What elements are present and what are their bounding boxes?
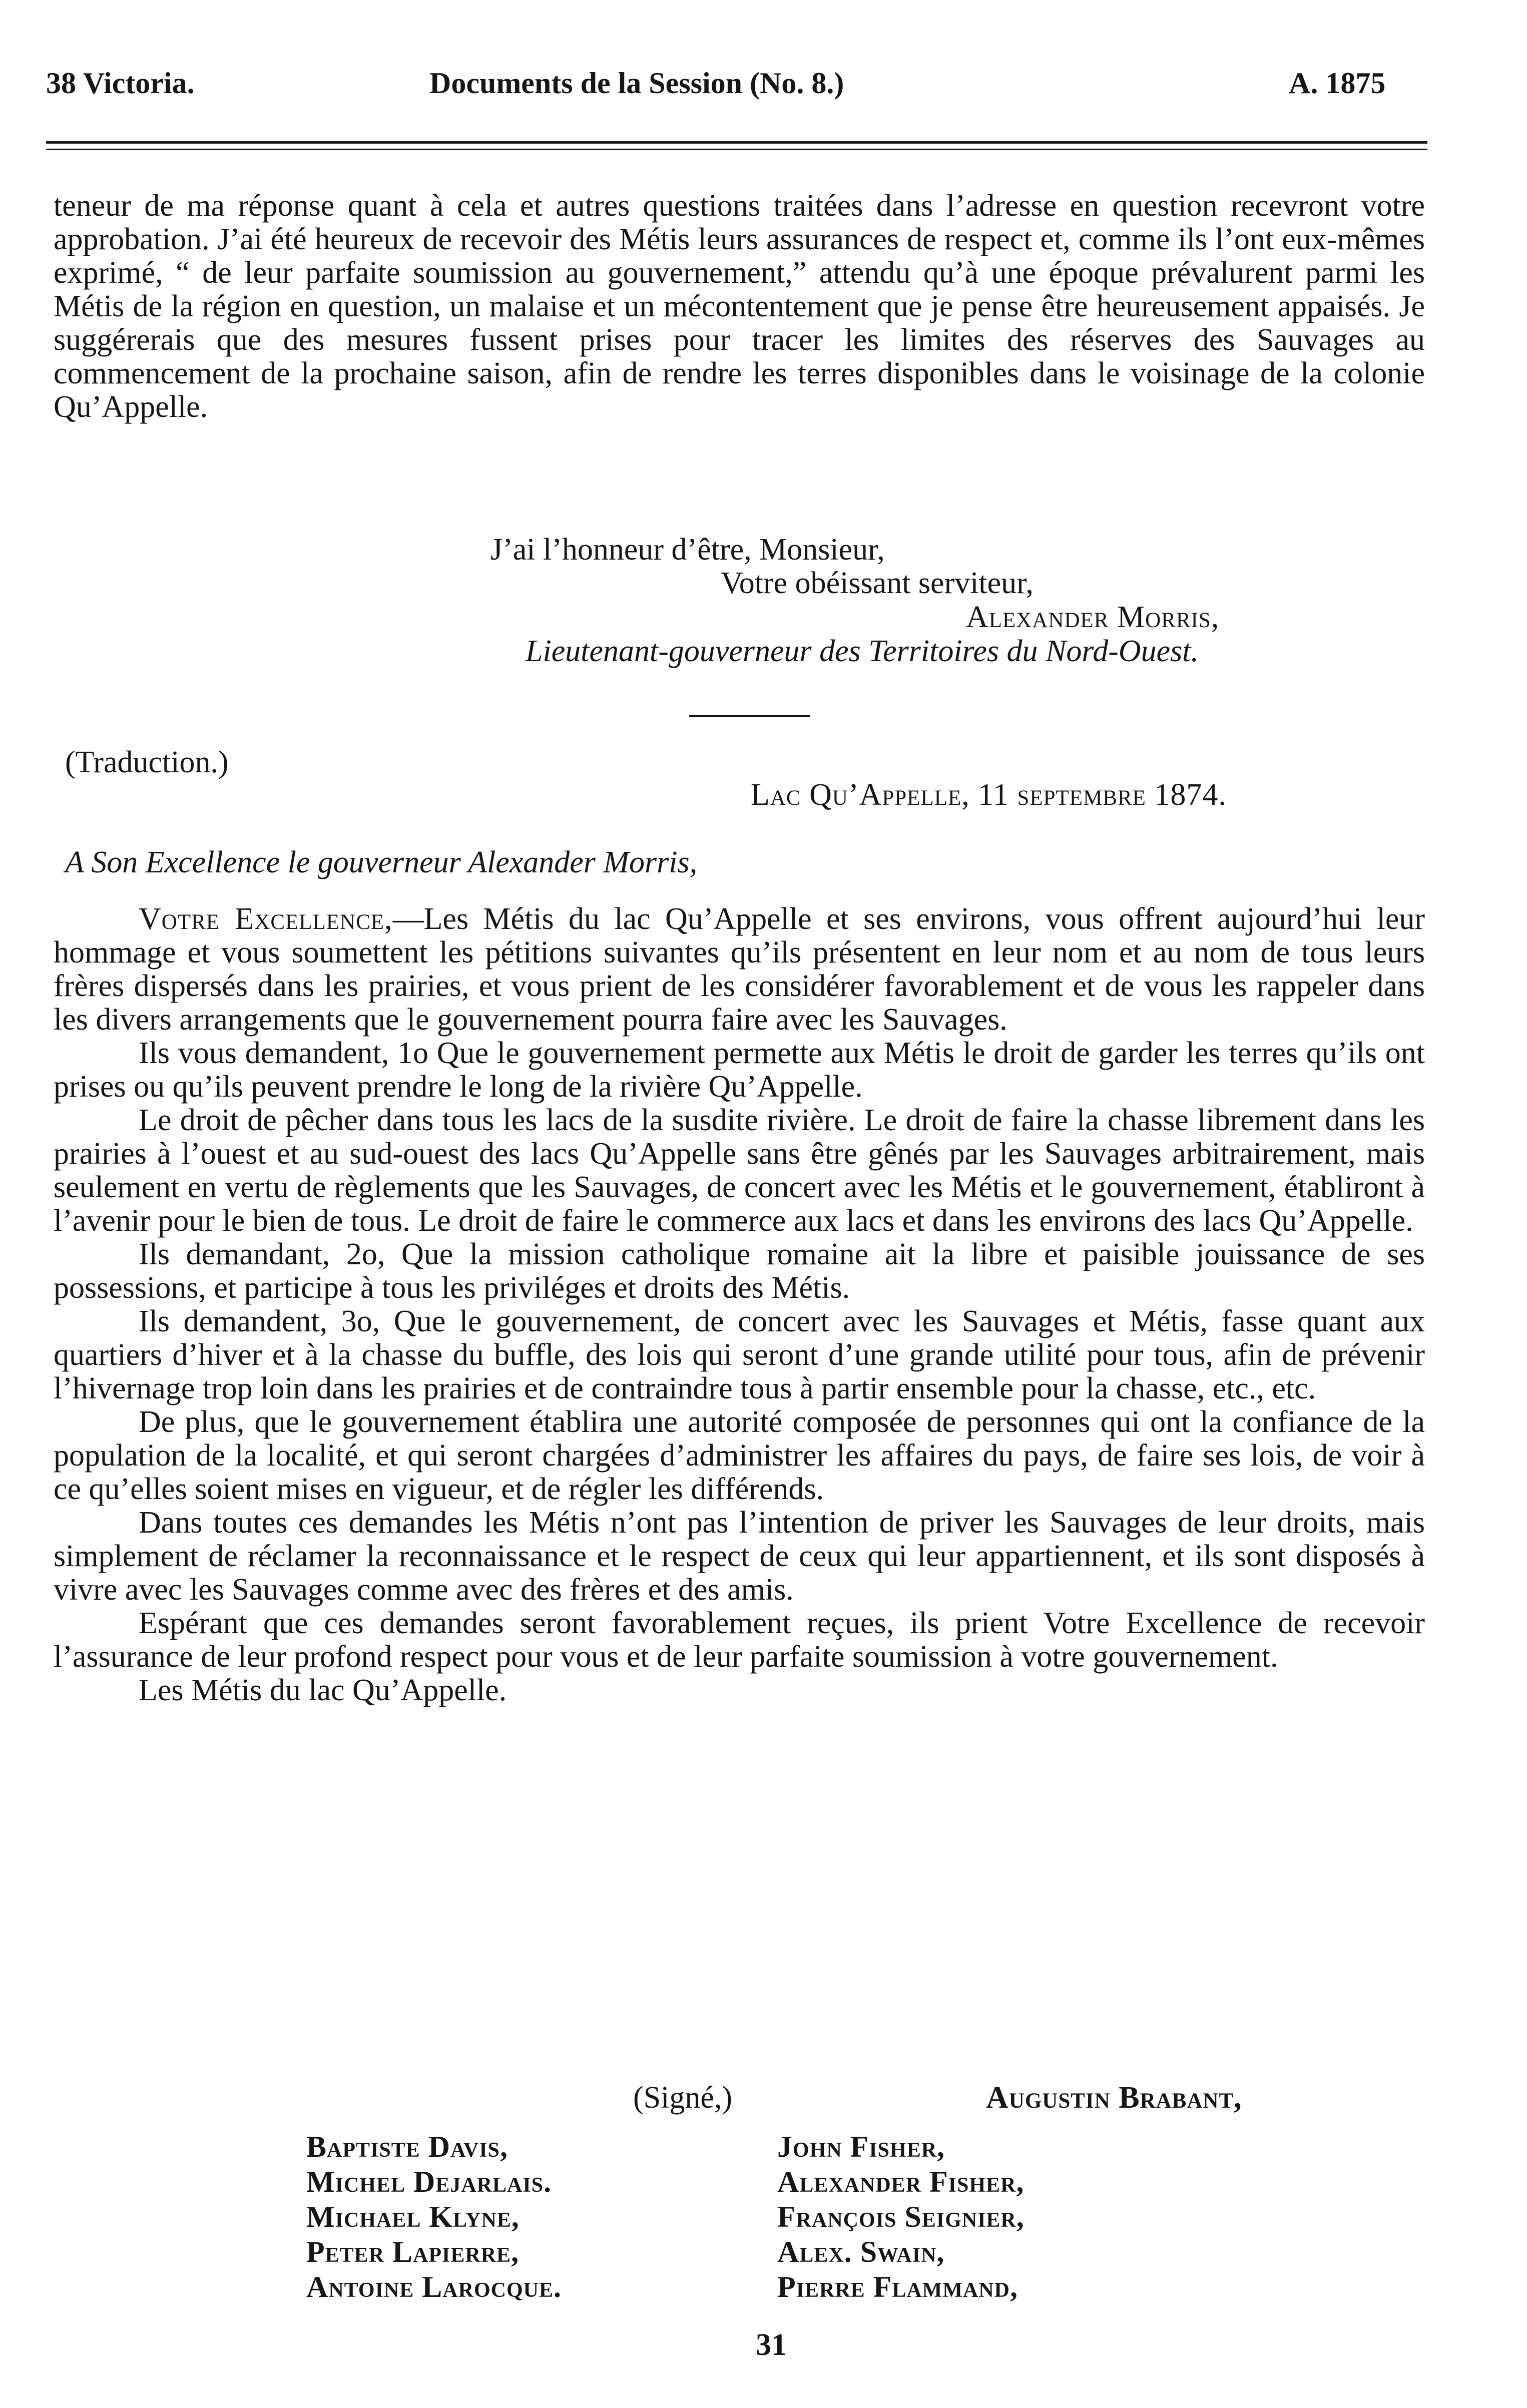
signer-name: Peter Lapierre, <box>306 2235 520 2268</box>
salutation: Votre Excellence, <box>139 902 393 936</box>
signer-name: Antoine Larocque. <box>306 2270 562 2303</box>
petition-paragraph: Ils demandent, 3o, Que le gouvernement, de concert avec les Sauvages et Métis, fasse quant aux quartiers d’hiver et à la chasse du buffle, des lois qui seront d’une grande utilité pour tous, afin de prévenir l’hivernage trop loin dans les prairies et de contraindre tous à partir ensemble pour la chasse, etc., etc. <box>54 1304 1425 1405</box>
petition-paragraph: Ils demandant, 2o, Que la mission catholique romaine ait la libre et paisible jouissance de ses possessions, et participe à tous les priviléges et droits des Métis. <box>54 1237 1425 1305</box>
petition-paragraph: Ils vous demandent, 1o Que le gouvernement permette aux Métis le droit de garder les terres qu’ils ont prises ou qu’ils peuvent prendre le long de la rivière Qu’Appelle. <box>54 1036 1425 1104</box>
signer-name: Michel Dejarlais. <box>306 2165 552 2198</box>
petition-closing: Les Métis du lac Qu’Appelle. <box>139 1673 507 1707</box>
closing-servant: Votre obéissant serviteur, <box>721 566 1034 600</box>
addressee: A Son Excellence le gouverneur Alexander Morris, <box>65 845 698 879</box>
signer-name: Baptiste Davis, <box>306 2130 508 2163</box>
petition-paragraph: Dans toutes ces demandes les Métis n’ont pas l’intention de priver les Sauvages de leur droits, mais simplement de réclamer la reconnaissance et le respect de ceux qui leur appartiennent, et ils sont disposés à vivre avec les Sauvages comme avec des frères et des amis. <box>54 1506 1425 1607</box>
closing-honour: J’ai l’honneur d’être, Monsieur, <box>490 533 885 567</box>
signer-name: Alexander Fisher, <box>777 2165 1025 2198</box>
header-title: Documents de la Session (No. 8.) <box>429 67 844 100</box>
page-number: 31 <box>756 2328 787 2362</box>
petition-paragraph: Espérant que ces demandes seront favorablement reçues, ils prient Votre Excellence de recevoir l’assurance de leur profond respect pour vous et de leur parfaite soumission à votre gouvernement. <box>54 1606 1425 1674</box>
header-rule-thick <box>46 141 1427 144</box>
signer-name: Alex. Swain, <box>777 2235 945 2268</box>
signed-label: (Signé,) <box>633 2081 733 2115</box>
signer-name: Michael Klyne, <box>306 2200 520 2233</box>
signers-left-column <box>306 2129 562 2304</box>
continuation-paragraph: teneur de ma réponse quant à cela et autres questions traitées dans l’adresse en question recevront votre approbation. J’ai été heureux de recevoir des Métis leurs assurances de respect et, comme ils l’ont eux-mêmes exprimé, “ de leur parfaite soumission au gouvernement,” attendu qu’à une époque prévalurent parmi les Métis de la région en question, un malaise et un mécontentement que je pense être heureusement appaisés. Je suggérerais que des mesures fussent prises pour tracer les limites des réserves des Sauvages au commencement de la prochaine saison, afin de rendre les terres disponibles dans le voisinage de la colonie Qu’Appelle. <box>54 189 1425 424</box>
signatory-title: Lieutenant-gouverneur des Territoires du Nord-Ouest. <box>526 634 1199 668</box>
petition-body <box>54 902 1425 1707</box>
section-divider <box>689 715 810 717</box>
letter-continuation <box>54 189 1425 424</box>
petition-paragraph: Votre Excellence,—Les Métis du lac Qu’Appelle et ses environs, vous offrent aujourd’hui leur hommage et vous soumettent les pétitions suivantes qu’ils présentent en leur nom et au nom de tous leurs frères dispersés dans les prairies, et vous prient de les considérer favorablement et de vous les rappeler dans les divers arrangements que le gouvernement pourra faire avec les Sauvages. <box>54 902 1425 1037</box>
header-series: A. 1875 <box>1289 67 1386 100</box>
petition-paragraph: De plus, que le gouvernement établira une autorité composée de personnes qui ont la confiance de la population de la localité, et qui seront chargées d’administrer les affaires du pays, de faire ses lois, de voir à ce qu’elles soient mises en vigueur, et de régler les différends. <box>54 1405 1425 1506</box>
signer-name: John Fisher, <box>777 2130 945 2163</box>
place-date: Lac Qu’Appelle, 11 septembre 1874. <box>751 778 1227 812</box>
first-signer: Augustin Brabant, <box>986 2081 1242 2115</box>
header-rule-thin <box>46 149 1427 150</box>
signers-right-column <box>777 2129 1025 2304</box>
header-session-year: 38 Victoria. <box>46 67 195 100</box>
translation-note: (Traduction.) <box>65 745 229 779</box>
signatory-name: Alexander Morris, <box>966 600 1220 634</box>
signer-name: François Seignier, <box>777 2200 1025 2233</box>
signer-name: Pierre Flammand, <box>777 2270 1018 2303</box>
petition-paragraph: Le droit de pêcher dans tous les lacs de la susdite rivière. Le droit de faire la chasse librement dans les prairies à l’ouest et au sud-ouest des lacs Qu’Appelle sans être gênés par les Sauvages arbitrairement, mais seulement en vertu de règlements que les Sauvages, de concert avec les Métis et le gouvernement, établiront à l’avenir pour le bien de tous. Le droit de faire le commerce aux lacs et dans les environs des lacs Qu’Appelle. <box>54 1103 1425 1238</box>
